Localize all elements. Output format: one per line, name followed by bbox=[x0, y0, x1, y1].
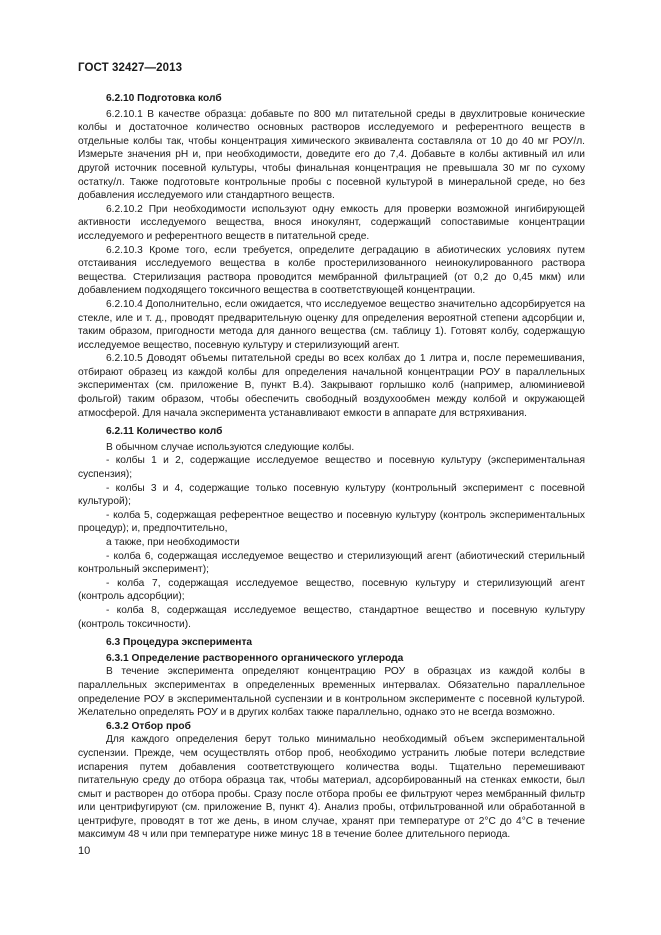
paragraph-6-2-10-3: 6.2.10.3 Кроме того, если требуется, определите деградацию в абиотических условиях путем отстаивания исследуемого вещества в колбе простерилизованного неинокулированного раствора вещества. Стерилизация раствора проводится мембранной фильтрацией (от 0,2 до 0,45 мкм) или добавлением подходящего токсичного вещества в соответствующей концентрации. bbox=[78, 244, 585, 297]
section-heading-6-2-10: 6.2.10 Подготовка колб bbox=[106, 93, 222, 104]
section-heading-6-2-11: 6.2.11 Количество колб bbox=[106, 426, 223, 438]
list-item: - колба 5, содержащая референтное вещество и посевную культуру (контроль экспериментальных процедур); и, предпочтительно, bbox=[78, 509, 585, 535]
list-item: - колбы 1 и 2, содержащие исследуемое вещество и посевную культуру (экспериментальная суспензия); bbox=[78, 455, 585, 481]
section-heading-6-3-1: 6.3.1 Определение растворенного органического углерода bbox=[106, 652, 404, 664]
paragraph-6-3-2: Для каждого определения берут только минимально необходимый объем экспериментальной суспензии. Прежде, чем осуществлять отбор проб, необходимо устранить любые потери вследствие испарения путем добавления соответствующего количества воды. Тщательно перемешивают питательную среду до отбора образца так, чтобы материал, адсорбированный на стенках емкости, был смыт и растворен до отбора пробы. Сразу после отбора пробы ее фильтруют через мембранный фильтр или центрифугируют (см. приложение В, пункт 4). Анализ пробы, отфильтрованной или обработанной в центрифуге, проводят в тот же день, в ином случае, хранят при температуре от 2°С до 4°С в течение максимум 48 ч или при температуре ниже минус 18 в течение более длительного периода. bbox=[78, 734, 585, 841]
list-item: - колба 7, содержащая исследуемое вещество, посевную культуру и стерилизующий агент (контроль адсорбции); bbox=[78, 577, 585, 603]
paragraph-6-2-10-1: 6.2.10.1 В качестве образца: добавьте по 800 мл питательной среды в двухлитровые конические колбы и достаточное количество основных растворов исследуемого и референтного веществ в отдельные колбы так, чтобы концентрация химического эквивалента составляла от 10 до 40 мг РОУ/л. Измерьте значения pH и, при необходимости, доведите его до 7,4. Добавьте в колбы активный ил или другой источник посевной культуры, чтобы финальная концентрация не превышала 30 мг по сухому остатку/л. Также подготовьте контрольные пробы с посевной культурой в минеральной среде, но без добавления исследуемого или стандартного веществ. bbox=[78, 108, 585, 202]
list-item: а также, при необходимости bbox=[106, 537, 240, 548]
document-code: ГОСТ 32427—2013 bbox=[78, 62, 183, 74]
section-heading-6-3: 6.3 Процедура эксперимента bbox=[106, 637, 253, 649]
list-item: - колба 8, содержащая исследуемое вещество, стандартное вещество и посевную культуру (контроль токсичности). bbox=[78, 604, 585, 630]
section-heading-6-3-2: 6.3.2 Отбор проб bbox=[106, 720, 191, 732]
page-number: 10 bbox=[78, 845, 91, 857]
list-item: - колба 6, содержащая исследуемое вещество и стерилизующий агент (абиотический стерильный контрольный эксперимент); bbox=[78, 550, 585, 576]
paragraph-6-2-11-intro: В обычном случае используются следующие колбы. bbox=[106, 441, 355, 453]
paragraph-6-3-1: В течение эксперимента определяют концентрацию РОУ в образцах из каждой колбы в параллельных экспериментах в определенных временных интервалах. Обязательно параллельное определение РОУ в экспериментальной суспензии и в контрольном эксперименте с посевной культурой. Желательно определять РОУ и в других колбах также параллельно, однако это не всегда возможно. bbox=[78, 666, 585, 719]
document-body bbox=[78, 92, 585, 842]
paragraph-6-2-10-2: 6.2.10.2 При необходимости используют одну емкость для проверки возможной ингибирующей активности исследуемого вещества, внося инокулянт, содержащий сопоставимые концентрации исследуемого и референтного веществ в питательной среде. bbox=[78, 203, 585, 242]
list-item: - колбы 3 и 4, содержащие только посевную культуру (контрольный эксперимент с посевной культурой); bbox=[78, 482, 585, 508]
paragraph-6-2-10-5: 6.2.10.5 Доводят объемы питательной среды во всех колбах до 1 литра и, после перемешивания, отбирают образец из каждой колбы для определения начальной концентрации РОУ в параллельных экспериментах (см. приложение В, пункт В.4). Закрывают горлышко колб (например, алюминиевой фольгой) таким образом, чтобы обеспечить свободный воздухообмен между колбой и окружающей атмосферой. Для начала эксперимента устанавливают емкости в аппарате для встряхивания. bbox=[78, 353, 585, 419]
paragraph-6-2-10-4: 6.2.10.4 Дополнительно, если ожидается, что исследуемое вещество значительно адсорбируется на стекле, иле и т. д., проводят предварительную оценку для определения вероятной степени адсорбции и, таким образом, пригодности метода для данного вещества (см. таблицу 1). Готовят колбу, содержащую исследуемое вещество, посевную культуру и стерилизующий агент. bbox=[78, 298, 585, 351]
